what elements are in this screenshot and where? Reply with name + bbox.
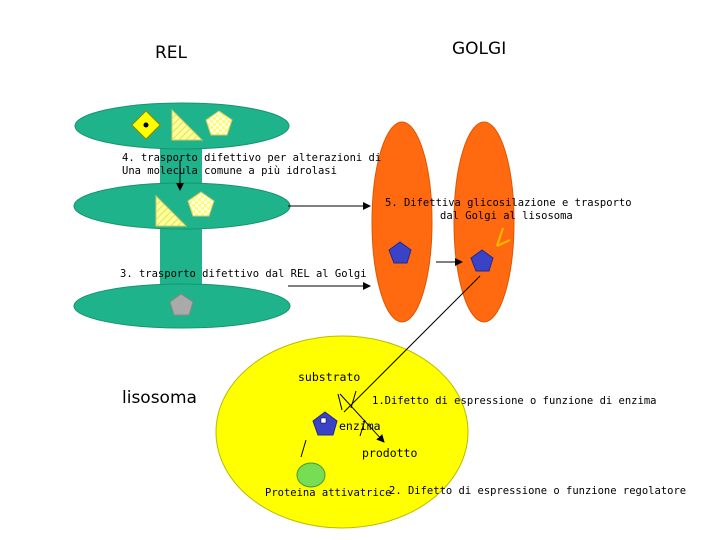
- annotation-5-line1: 5. Difettiva glicosilazione e trasporto: [385, 197, 632, 209]
- annotation-2: 2. Difetto di espressione o funzione regolatore: [389, 485, 687, 497]
- proteina-attivatrice-label: Proteina attivatrice: [265, 487, 392, 499]
- golgi-title: GOLGI: [452, 39, 507, 59]
- enzyme-active-site: [321, 418, 326, 423]
- diamond-center-dot: [144, 123, 149, 128]
- annotation-3: 3. trasporto difettivo dal REL al Golgi: [120, 268, 367, 280]
- rel-title: REL: [155, 43, 188, 63]
- prodotto-label: prodotto: [362, 446, 418, 460]
- substrato-label: substrato: [298, 370, 361, 384]
- activator-protein: [297, 463, 325, 487]
- annotation-4-line1: 4. trasporto difettivo per alterazioni di: [122, 152, 382, 164]
- enzima-label: enzima: [339, 419, 381, 433]
- annotation-1: 1.Difetto di espressione o funzione di enzima: [372, 395, 657, 407]
- annotation-4-line2: Una molecula comune a più idrolasi: [122, 165, 337, 177]
- lisosoma-title: lisosoma: [122, 388, 197, 408]
- annotation-5-line2: dal Golgi al lisosoma: [440, 210, 573, 222]
